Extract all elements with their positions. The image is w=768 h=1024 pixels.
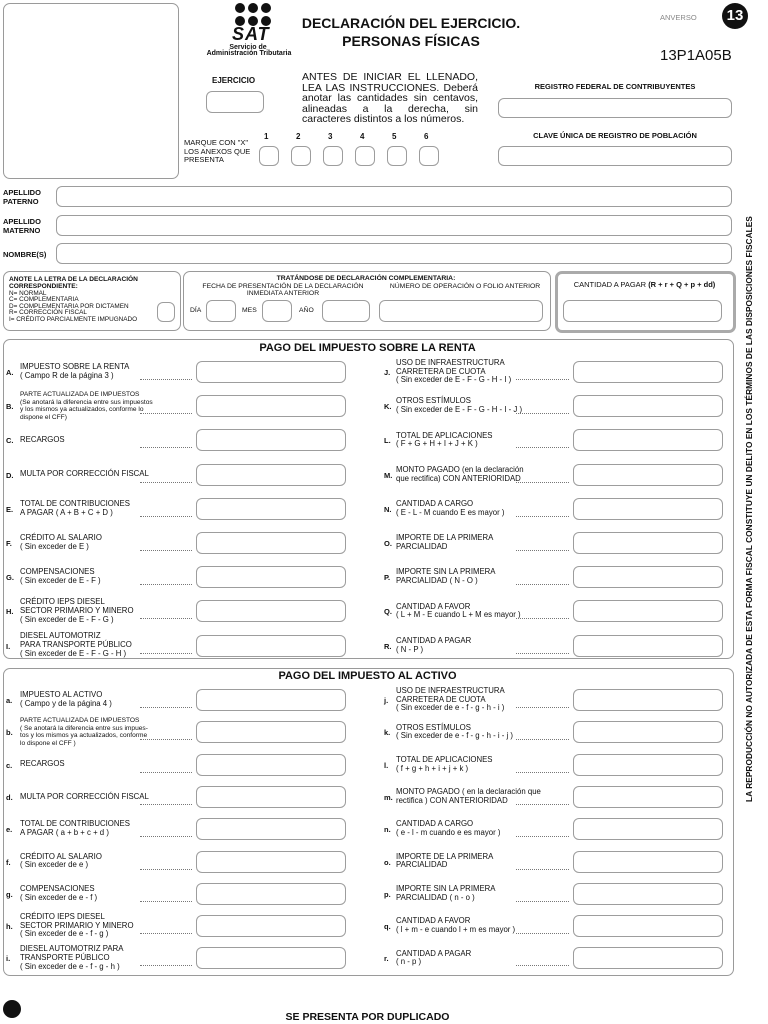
renta-amount-field[interactable] bbox=[573, 361, 723, 383]
activo-row-letter: d. bbox=[6, 792, 13, 802]
renta-row-label bbox=[396, 359, 565, 385]
curp-label: CLAVE ÚNICA DE REGISTRO DE POBLACIÓN bbox=[533, 131, 697, 140]
renta-row-letter: O. bbox=[384, 539, 392, 548]
renta-row-label-line: ( Sin exceder de E - F - G ) bbox=[20, 614, 114, 624]
isr-section-title: PAGO DEL IMPUESTO SOBRE LA RENTA bbox=[259, 342, 476, 354]
renta-row-label-line: (Se anotará la diferencia entre sus impuestos bbox=[20, 398, 153, 406]
renta-row-letter: D. bbox=[6, 470, 14, 480]
activo-amount-field[interactable] bbox=[196, 689, 346, 711]
activo-row-letter: i. bbox=[6, 954, 11, 964]
anexos-label: MARQUE CON "X" LOS ANEXOS QUE PRESENTA bbox=[184, 138, 251, 165]
page-badge bbox=[722, 3, 748, 29]
activo-row-label-line: COMPENSACIONES bbox=[20, 884, 95, 893]
activo-row-label-line: CANTIDAD A FAVOR bbox=[396, 916, 471, 926]
renta-amount-field[interactable] bbox=[573, 566, 723, 588]
activo-row-label-line: RECARGOS bbox=[20, 759, 65, 769]
leader-dots bbox=[140, 413, 192, 414]
footer-text: SE PRESENTA POR DUPLICADO bbox=[285, 1011, 450, 1023]
leader-dots bbox=[516, 965, 569, 966]
renta-row-label bbox=[20, 470, 188, 479]
activo-amount-field[interactable] bbox=[573, 851, 723, 873]
renta-amount-field[interactable] bbox=[573, 635, 723, 657]
renta-row-label-line: MULTA POR CORRECCIÓN FISCAL bbox=[20, 469, 149, 479]
activo-row-label-line: CRÉDITO AL SALARIO bbox=[20, 851, 102, 861]
activo-row-label-line: ( Campo y de la página 4 ) bbox=[20, 698, 112, 708]
tipo-declaracion-item: D= COMPLEMENTARIA POR DICTAMEN bbox=[9, 302, 129, 310]
tipo-declaracion-item: I= CRÉDITO PARCIALMENTE IMPUGNADO bbox=[9, 315, 138, 323]
leader-dots bbox=[516, 584, 569, 585]
cantidad-a-pagar-text: CANTIDAD A PAGAR bbox=[573, 280, 647, 289]
activo-amount-field[interactable] bbox=[573, 883, 723, 905]
activo-row-label bbox=[396, 687, 565, 713]
renta-row-label-line: ( Sin exceder de E ) bbox=[20, 541, 89, 551]
activo-row-letter: g. bbox=[6, 889, 13, 899]
tipo-declaracion-item: R= CORRECCIÓN FISCAL bbox=[9, 309, 87, 317]
activo-row-label-line: ( e - l - m cuando e es mayor ) bbox=[396, 828, 501, 838]
apellido-paterno-field[interactable] bbox=[56, 186, 732, 207]
anexo-number-6: 6 bbox=[424, 132, 429, 141]
renta-row-label-line: ( F + G + H + I + J + K ) bbox=[396, 439, 478, 449]
activo-row-letter: q. bbox=[384, 922, 391, 932]
form-title-line2: PERSONAS FÍSICAS bbox=[342, 33, 480, 49]
renta-amount-field[interactable] bbox=[573, 532, 723, 554]
activo-row-letter: b. bbox=[6, 728, 13, 738]
renta-row-letter: G. bbox=[6, 573, 14, 583]
rfc-field[interactable] bbox=[498, 98, 732, 118]
anio-field[interactable] bbox=[322, 300, 370, 322]
nombres-label: NOMBRE(S) bbox=[3, 250, 47, 259]
leader-dots bbox=[516, 413, 569, 414]
leader-dots bbox=[516, 618, 569, 619]
activo-row-label bbox=[20, 793, 188, 802]
activo-row-label bbox=[20, 760, 188, 769]
anexo-number-5: 5 bbox=[392, 132, 397, 141]
sat-logo-text: SAT bbox=[232, 24, 270, 44]
renta-amount-field[interactable] bbox=[196, 361, 346, 383]
activo-row-label-line: ( l + m - e cuando l + m es mayor ) bbox=[396, 925, 516, 935]
activo-row-label-line: A PAGAR ( a + b + c + d ) bbox=[20, 828, 109, 838]
renta-amount-field[interactable] bbox=[196, 600, 346, 622]
fecha-anterior-label: FECHA DE PRESENTACIÓN DE LA DECLARACIÓN INMEDIATA ANTERIOR bbox=[202, 283, 364, 298]
renta-row-label-line: DIESEL AUTOMOTRIZ bbox=[20, 631, 101, 641]
renta-row-label-line: CANTIDAD A FAVOR bbox=[396, 601, 471, 611]
dia-field[interactable] bbox=[206, 300, 236, 322]
renta-amount-field[interactable] bbox=[573, 498, 723, 520]
leader-dots bbox=[516, 516, 569, 517]
renta-row-label-line: ( Sin exceder de E - F - G - H - I - J ) bbox=[396, 405, 523, 415]
renta-row-label-line: IMPORTE DE LA PRIMERA bbox=[396, 533, 494, 543]
renta-row-letter: R. bbox=[384, 641, 392, 651]
renta-row-label-line: CARRETERA DE CUOTA bbox=[396, 366, 486, 376]
form-title-line1: DECLARACIÓN DEL EJERCICIO. bbox=[301, 15, 521, 31]
activo-row-label-line: lo dispone el CFF ) bbox=[20, 739, 76, 747]
renta-amount-field[interactable] bbox=[196, 464, 346, 486]
activo-row-label-line: IMPORTE SIN LA PRIMERA bbox=[396, 884, 496, 893]
renta-row-letter: J. bbox=[384, 368, 391, 377]
activo-row-label-line: ( Sin exceder de e - f ) bbox=[20, 892, 98, 902]
leader-dots bbox=[140, 901, 192, 902]
folio-anterior-field[interactable] bbox=[379, 300, 543, 322]
mes-field[interactable] bbox=[262, 300, 292, 322]
leader-dots bbox=[516, 653, 569, 654]
leader-dots bbox=[516, 707, 569, 708]
leader-dots bbox=[140, 584, 192, 585]
side-legal-text: LA REPRODUCCIÓN NO AUTORIZADA DE ESTA FORMA FISCAL CONSTITUYE UN DELITO EN LOS TÉRMINOS DE LAS DISPOSICIONES FISCALES bbox=[744, 216, 754, 802]
renta-row-label-line: MONTO PAGADO (en la declaración bbox=[396, 464, 524, 474]
renta-row-label-line: IMPUESTO SOBRE LA RENTA bbox=[20, 362, 130, 372]
renta-row-letter: H. bbox=[6, 607, 14, 617]
anexo-checkbox-5[interactable] bbox=[387, 146, 407, 166]
renta-row-letter: K. bbox=[384, 402, 392, 412]
activo-row-label-line: SECTOR PRIMARIO Y MINERO bbox=[20, 920, 134, 930]
leader-dots bbox=[516, 933, 569, 934]
anexo-number-1: 1 bbox=[264, 132, 269, 141]
activo-row-letter: r. bbox=[384, 954, 389, 964]
anexo-checkbox-1[interactable] bbox=[259, 146, 279, 166]
activo-row-label-line: PARCIALIDAD bbox=[396, 860, 448, 870]
activo-amount-field[interactable] bbox=[196, 851, 346, 873]
renta-row-label-line: ( Campo R de la página 3 ) bbox=[20, 370, 114, 380]
renta-row-label-line: ( E - L - M cuando E es mayor ) bbox=[396, 507, 505, 517]
tipo-declaracion-item: C= COMPLEMENTARIA bbox=[9, 296, 79, 304]
instructions-text: ANTES DE INICIAR EL LLENADO, LEA LAS INSTRUCCIONES. Deberá anotar las cantidades sin centavos, alineadas a la derecha, sin caracteres distintos a los números. bbox=[302, 71, 478, 125]
activo-row-label-line: USO DE INFRAESTRUCTURA bbox=[396, 685, 505, 695]
cantidad-a-pagar-formula: (R + r + Q + p + dd) bbox=[648, 280, 716, 289]
cantidad-a-pagar-label bbox=[559, 280, 730, 289]
anexo-number-3: 3 bbox=[328, 132, 333, 141]
anexo-checkbox-2[interactable] bbox=[291, 146, 311, 166]
activo-row-label-line: ( n - p ) bbox=[396, 957, 422, 967]
renta-row-label-line: que rectifica) CON ANTERIORIDAD bbox=[396, 473, 521, 483]
mes-label: MES bbox=[242, 307, 257, 314]
tipo-declaracion-label: ANOTE LA LETRA DE LA DECLARACIÓN CORRESPONDIENTE: bbox=[9, 276, 138, 291]
activo-row-label-line: CANTIDAD A PAGAR bbox=[396, 948, 472, 958]
leader-dots bbox=[516, 869, 569, 870]
renta-amount-field[interactable] bbox=[573, 600, 723, 622]
activo-amount-field[interactable] bbox=[196, 883, 346, 905]
activo-amount-field[interactable] bbox=[573, 721, 723, 743]
renta-row-letter: P. bbox=[384, 573, 391, 583]
anexo-number-4: 4 bbox=[360, 132, 365, 141]
activo-row-label-line: OTROS ESTÍMULOS bbox=[396, 722, 471, 732]
tipos-list bbox=[9, 291, 157, 323]
renta-row-label-line: PARTE ACTUALIZADA DE IMPUESTOS bbox=[20, 391, 140, 398]
leader-dots bbox=[140, 739, 192, 740]
activo-row-label-line: DIESEL AUTOMOTRIZ PARA bbox=[20, 944, 124, 954]
activo-row-letter: a. bbox=[6, 696, 13, 705]
renta-row-label-line: CRÉDITO IEPS DIESEL bbox=[20, 597, 105, 607]
cantidad-a-pagar-field[interactable] bbox=[563, 300, 722, 322]
leader-dots bbox=[140, 482, 192, 483]
activo-row-label-line: TOTAL DE CONTRIBUCIONES bbox=[20, 819, 130, 829]
activo-row-label-line: IMPUESTO AL ACTIVO bbox=[20, 690, 103, 700]
leader-dots bbox=[140, 653, 192, 654]
renta-row-label-line: A PAGAR ( A + B + C + D ) bbox=[20, 507, 113, 517]
renta-row-letter: C. bbox=[6, 436, 14, 446]
activo-amount-field[interactable] bbox=[196, 754, 346, 776]
sat-subtitle-1: Servicio de bbox=[229, 44, 267, 51]
renta-amount-field[interactable] bbox=[196, 395, 346, 417]
folio-anterior-label: NÚMERO DE OPERACIÓN O FOLIO ANTERIOR bbox=[389, 283, 541, 290]
renta-amount-field[interactable] bbox=[196, 635, 346, 657]
activo-row-label-line: ( Sin exceder de e - f - g - h - i ) bbox=[396, 703, 505, 713]
leader-dots bbox=[140, 836, 192, 837]
anio-label: AÑO bbox=[299, 307, 314, 314]
renta-row-label-line: USO DE INFRAESTRUCTURA bbox=[396, 357, 505, 367]
curp-field[interactable] bbox=[498, 146, 732, 166]
renta-row-label bbox=[20, 436, 188, 445]
ejercicio-field[interactable] bbox=[206, 91, 264, 113]
renta-amount-field[interactable] bbox=[196, 532, 346, 554]
renta-row-label-line: PARA TRANSPORTE PÚBLICO bbox=[20, 640, 132, 650]
activo-row-label-line: PARCIALIDAD ( n - o ) bbox=[396, 892, 475, 902]
renta-row-letter: N. bbox=[384, 504, 392, 514]
leader-dots bbox=[140, 550, 192, 551]
activo-row-letter: o. bbox=[384, 857, 391, 867]
activo-row-label-line: PARTE ACTUALIZADA DE IMPUESTOS bbox=[20, 717, 140, 725]
activo-row-label-line: IMPORTE DE LA PRIMERA bbox=[396, 851, 494, 861]
renta-row-label-line: dispone el CFF) bbox=[20, 413, 67, 421]
activo-amount-field[interactable] bbox=[573, 689, 723, 711]
renta-row-label-line: TOTAL DE CONTRIBUCIONES bbox=[20, 499, 130, 508]
leader-dots bbox=[140, 516, 192, 517]
activo-amount-field[interactable] bbox=[573, 818, 723, 840]
leader-dots bbox=[516, 836, 569, 837]
activo-amount-field[interactable] bbox=[196, 915, 346, 937]
activo-row-label-line: rectifica ) CON ANTERIORIDAD bbox=[396, 795, 508, 805]
sat-subtitle-2: Administración Tributaria bbox=[206, 50, 292, 57]
anverso-label: ANVERSO bbox=[660, 13, 697, 22]
renta-row-label bbox=[20, 391, 188, 421]
activo-row-letter: p. bbox=[384, 889, 391, 899]
renta-amount-field[interactable] bbox=[196, 566, 346, 588]
rfc-label: REGISTRO FEDERAL DE CONTRIBUYENTES bbox=[534, 82, 696, 91]
renta-row-label-line: ( Sin exceder de E - F ) bbox=[20, 576, 101, 586]
activo-amount-field[interactable] bbox=[196, 947, 346, 969]
activo-row-label-line: MULTA POR CORRECCIÓN FISCAL bbox=[20, 791, 149, 801]
form-code: 13P1A05B bbox=[660, 47, 732, 64]
activo-row-letter: n. bbox=[384, 825, 391, 835]
anexo-checkbox-4[interactable] bbox=[355, 146, 375, 166]
activo-row-label-line: CRÉDITO IEPS DIESEL bbox=[20, 911, 105, 921]
leader-dots bbox=[140, 965, 192, 966]
renta-row-letter: I. bbox=[6, 641, 11, 651]
activo-row-letter: e. bbox=[6, 825, 13, 835]
renta-row-letter: L. bbox=[384, 436, 391, 446]
activo-row-label-line: CANTIDAD A CARGO bbox=[396, 819, 474, 829]
activo-row-label-line: ( Sin exceder de e - f - g ) bbox=[20, 929, 109, 939]
activo-row-label-line: ( f + g + h + i + j + k ) bbox=[396, 763, 469, 773]
leader-dots bbox=[516, 772, 569, 773]
renta-row-letter: B. bbox=[6, 402, 14, 412]
complementaria-title: TRATÁNDOSE DE DECLARACIÓN COMPLEMENTARIA: bbox=[276, 275, 456, 282]
tipo-declaracion-field[interactable] bbox=[157, 302, 175, 322]
renta-row-label-line: IMPORTE SIN LA PRIMERA bbox=[396, 567, 496, 577]
leader-dots bbox=[140, 618, 192, 619]
leader-dots bbox=[516, 482, 569, 483]
activo-row-label-line: CARRETERA DE CUOTA bbox=[396, 694, 486, 704]
apellido-materno-label: APELLIDO MATERNO bbox=[3, 217, 41, 235]
renta-row-label-line: CANTIDAD A CARGO bbox=[396, 499, 474, 508]
leader-dots bbox=[516, 804, 569, 805]
leader-dots bbox=[140, 447, 192, 448]
renta-row-label-line: TOTAL DE APLICACIONES bbox=[396, 430, 493, 440]
leader-dots bbox=[516, 447, 569, 448]
leader-dots bbox=[140, 772, 192, 773]
activo-row-letter: f. bbox=[6, 857, 11, 867]
anexo-checkbox-6[interactable] bbox=[419, 146, 439, 166]
renta-row-letter: E. bbox=[6, 504, 14, 514]
renta-row-label-line: CANTIDAD A PAGAR bbox=[396, 635, 472, 645]
renta-amount-field[interactable] bbox=[573, 429, 723, 451]
anexo-checkbox-3[interactable] bbox=[323, 146, 343, 166]
activo-row-letter: c. bbox=[6, 760, 13, 770]
activo-row-label-line: ( Se anotará la diferencia entre sus impues- bbox=[20, 724, 148, 732]
activo-row-label bbox=[20, 913, 188, 939]
renta-row-label-line: COMPENSACIONES bbox=[20, 567, 95, 577]
activo-row-label-line: ( Sin exceder de e - f - g - h - i - j ) bbox=[396, 731, 513, 741]
ejercicio-label: EJERCICIO bbox=[212, 76, 256, 85]
activo-row-label-line: tos y los mismos ya actualizados, conforme bbox=[20, 732, 148, 740]
renta-amount-field[interactable] bbox=[196, 429, 346, 451]
activo-row-letter: h. bbox=[6, 922, 13, 932]
leader-dots bbox=[140, 933, 192, 934]
renta-row-letter: A. bbox=[6, 368, 14, 377]
activo-row-letter: j. bbox=[384, 696, 389, 705]
renta-row-label-line: OTROS ESTÍMULOS bbox=[396, 396, 471, 406]
renta-row-label-line: CRÉDITO AL SALARIO bbox=[20, 533, 102, 543]
renta-row-label-line: PARCIALIDAD ( N - O ) bbox=[396, 576, 478, 586]
tipo-declaracion-item: N= NORMAL bbox=[9, 290, 47, 297]
renta-row-label-line: PARCIALIDAD bbox=[396, 541, 448, 551]
renta-row-label-line: SECTOR PRIMARIO Y MINERO bbox=[20, 605, 134, 615]
renta-row-letter: Q. bbox=[384, 607, 392, 617]
activo-row-label-line: ( Sin exceder de e ) bbox=[20, 860, 89, 870]
nombres-field[interactable] bbox=[56, 243, 732, 264]
activo-section-title: PAGO DEL IMPUESTO AL ACTIVO bbox=[278, 670, 457, 682]
renta-row-label-line: y los mismos ya actualizados, conforme lo bbox=[20, 406, 144, 414]
renta-row-label-line: ( L + M - E cuando L + M es mayor ) bbox=[396, 610, 521, 620]
anexo-number-2: 2 bbox=[296, 132, 301, 141]
activo-row-label-line: TRANSPORTE PÚBLICO bbox=[20, 952, 110, 962]
leader-dots bbox=[516, 739, 569, 740]
activo-amount-field[interactable] bbox=[573, 915, 723, 937]
leader-dots bbox=[140, 379, 192, 380]
leader-dots bbox=[140, 869, 192, 870]
activo-row-letter: m. bbox=[384, 792, 393, 802]
dia-label: DÍA bbox=[190, 307, 202, 314]
activo-row-label-line: MONTO PAGADO ( en la declaración que bbox=[396, 787, 541, 797]
leader-dots bbox=[516, 901, 569, 902]
activo-row-label-line: ( Sin exceder de e - f - g - h ) bbox=[20, 961, 120, 971]
apellido-materno-field[interactable] bbox=[56, 215, 732, 236]
renta-amount-field[interactable] bbox=[573, 464, 723, 486]
renta-row-label-line: ( Sin exceder de E - F - G - H - I ) bbox=[396, 375, 512, 385]
activo-amount-field[interactable] bbox=[196, 786, 346, 808]
leader-dots bbox=[516, 379, 569, 380]
leader-dots bbox=[516, 550, 569, 551]
renta-row-label bbox=[20, 598, 188, 624]
activo-amount-field[interactable] bbox=[196, 721, 346, 743]
activo-row-label bbox=[20, 717, 188, 747]
renta-row-letter: M. bbox=[384, 470, 393, 480]
activo-amount-field[interactable] bbox=[573, 947, 723, 969]
activo-row-letter: l. bbox=[384, 760, 389, 770]
renta-row-label-line: RECARGOS bbox=[20, 435, 65, 444]
activo-amount-field[interactable] bbox=[196, 818, 346, 840]
renta-row-label bbox=[20, 632, 188, 658]
apellido-paterno-label: APELLIDO PATERNO bbox=[3, 188, 41, 206]
renta-row-label-line: ( Sin exceder de E - F - G - H ) bbox=[20, 648, 127, 658]
renta-row-letter: F. bbox=[6, 539, 12, 548]
renta-amount-field[interactable] bbox=[573, 395, 723, 417]
activo-row-label bbox=[20, 945, 188, 971]
stamp-box bbox=[3, 3, 179, 179]
activo-row-label-line: TOTAL DE APLICACIONES bbox=[396, 754, 493, 764]
renta-row-label-line: ( N - P ) bbox=[396, 644, 424, 654]
page-badge-number: 13 bbox=[726, 7, 744, 24]
activo-row-letter: k. bbox=[384, 728, 391, 738]
renta-amount-field[interactable] bbox=[196, 498, 346, 520]
leader-dots bbox=[140, 707, 192, 708]
activo-amount-field[interactable] bbox=[573, 754, 723, 776]
leader-dots bbox=[140, 804, 192, 805]
activo-amount-field[interactable] bbox=[573, 786, 723, 808]
